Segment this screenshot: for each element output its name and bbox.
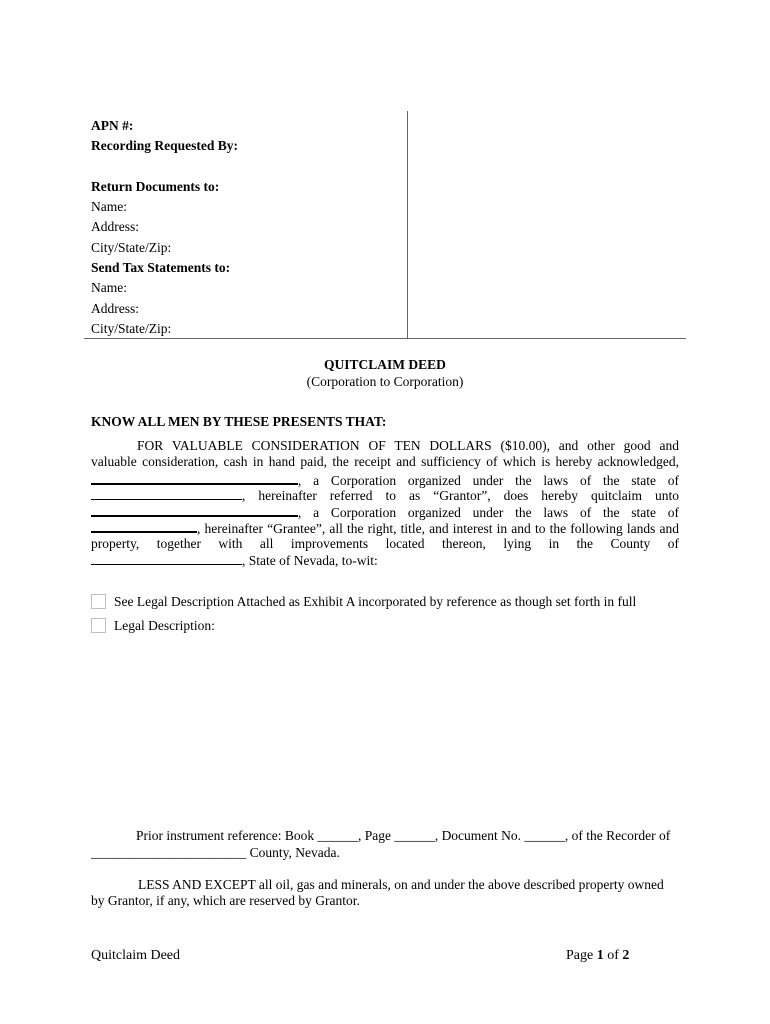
footer-document-name: Quitclaim Deed [91, 948, 181, 963]
body-line-5 [91, 503, 679, 519]
apn-label: APN #: [91, 118, 134, 133]
tax-address-field[interactable]: Address: [91, 300, 139, 316]
body-line-7: property, together with all improvements located thereon, lying in the County of [91, 535, 679, 551]
body-line-5-text: , a Corporation organized under the laws of the state of [298, 505, 679, 521]
body-line-3-text: , a Corporation organized under the laws of the state of [298, 472, 679, 488]
prior-instrument-line-2 [91, 845, 340, 861]
body-line-1: FOR VALUABLE CONSIDERATION OF TEN DOLLARS ($10.00), and other good and [137, 438, 679, 453]
footer-page-number [566, 948, 629, 964]
grantee-name-blank[interactable] [91, 503, 298, 517]
body-line-8 [91, 552, 679, 568]
return-name-field[interactable]: Name: [91, 199, 127, 215]
recording-requested-label: Recording Requested By: [91, 138, 238, 154]
exhibit-a-checkbox[interactable] [91, 594, 106, 609]
prior-county-blank[interactable]: _______________________ [91, 845, 247, 860]
deed-title: QUITCLAIM DEED [324, 357, 446, 372]
intro-heading: KNOW ALL MEN BY THESE PRESENTS THAT: [91, 414, 387, 429]
return-address-field[interactable]: Address: [91, 219, 139, 235]
exhibit-a-label: See Legal Description Attached as Exhibit A incorporated by reference as though set forth in full [114, 594, 637, 609]
body-line-6-text: , hereinafter “Grantee”, all the right, title, and interest in and to the following lands and [197, 521, 679, 537]
body-line-6 [91, 519, 679, 535]
prior-county-text: County, Nevada. [246, 845, 340, 860]
spacer [91, 157, 238, 177]
grantor-name-blank[interactable] [91, 471, 298, 485]
page-prefix: Page [566, 948, 597, 963]
body-line-8-text: , State of Nevada, to-wit: [242, 553, 378, 569]
recording-box-divider [407, 111, 408, 338]
legal-description-checkbox[interactable] [91, 618, 106, 633]
less-except-line-2: by Grantor, if any, which are reserved by Grantor. [91, 893, 360, 908]
grantee-state-blank[interactable] [91, 519, 197, 533]
body-line-4-text: , hereinafter referred to as “Grantor”, does hereby quitclaim unto [242, 487, 679, 503]
body-line-3 [91, 471, 679, 487]
body-line-4 [91, 487, 679, 503]
prior-instrument-line-1: Prior instrument reference: Book ______, Page ______, Document No. ______, of the Recorder of [136, 828, 671, 843]
tax-name-field[interactable]: Name: [91, 280, 127, 296]
deed-subtitle: (Corporation to Corporation) [306, 374, 464, 389]
tax-city-field[interactable]: City/State/Zip: [91, 320, 172, 336]
tax-statements-label: Send Tax Statements to: [91, 260, 231, 276]
recording-info-fields [91, 116, 238, 339]
county-blank[interactable] [91, 552, 242, 565]
legal-description-label: Legal Description: [114, 618, 215, 633]
return-documents-label: Return Documents to: [91, 178, 220, 194]
total-pages: 2 [622, 948, 630, 963]
return-city-field[interactable]: City/State/Zip: [91, 239, 172, 255]
current-page: 1 [596, 948, 604, 963]
body-line-2: valuable consideration, cash in hand paid, the receipt and sufficiency of which is hereby acknowledged, [91, 454, 679, 470]
page-of: of [603, 948, 623, 963]
consideration-paragraph [91, 438, 679, 568]
less-except-line-1: LESS AND EXCEPT all oil, gas and minerals, on and under the above described property owned [138, 877, 664, 892]
grantor-state-blank[interactable] [91, 487, 242, 500]
